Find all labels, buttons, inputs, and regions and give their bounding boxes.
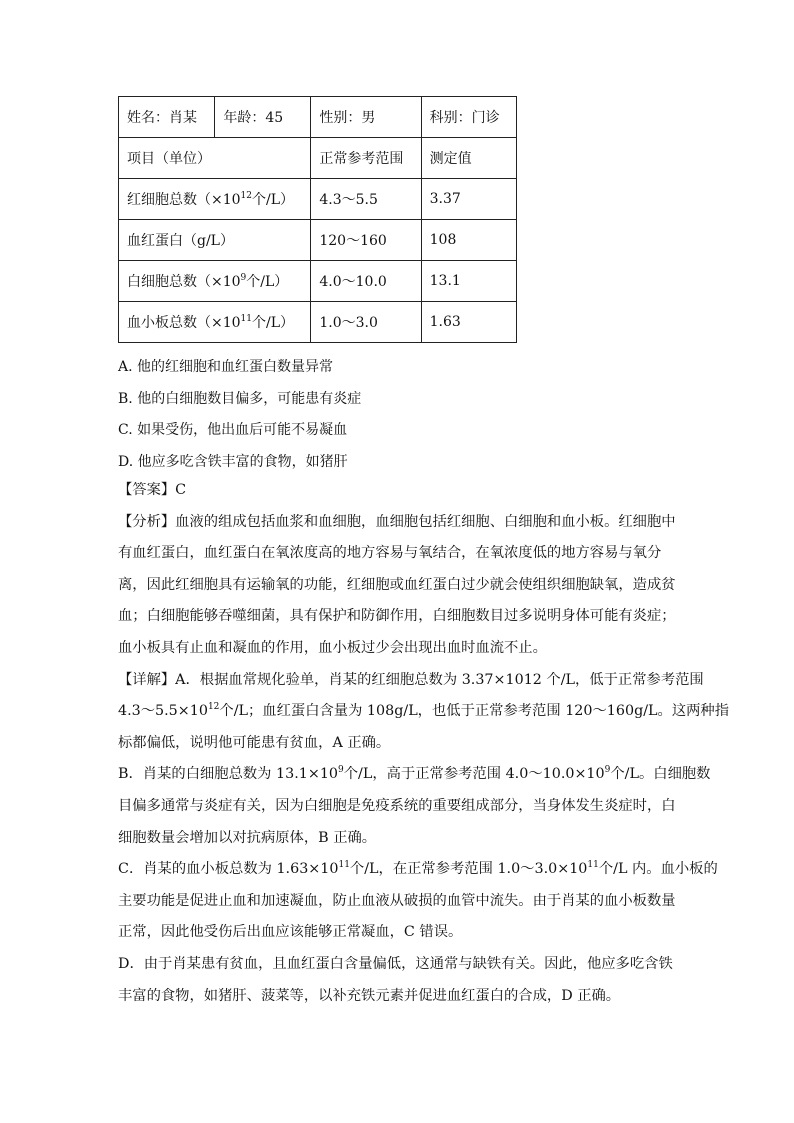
answer-options — [118, 357, 678, 483]
row-label — [119, 302, 311, 343]
exponent: 9 — [240, 273, 247, 283]
row-value: 3.37 — [421, 179, 516, 220]
text-span: B．肖某的白细胞总数为 13.1×10 — [118, 766, 339, 783]
header-item: 项目（单位） — [119, 138, 311, 179]
row-label — [119, 179, 311, 220]
patient-dept-cell: 科别：门诊 — [421, 97, 516, 138]
table-row — [119, 302, 517, 343]
detail-c-line — [118, 859, 718, 891]
label-text: 血红蛋白（g/L） — [127, 233, 234, 249]
label-text: 血小板总数（×10 — [127, 315, 241, 331]
analysis-line: 血小板具有止血和凝血的作用，血小板过少会出现出血时血流不止。 — [118, 639, 547, 656]
exponent: 12 — [207, 702, 220, 713]
patient-sex-cell: 性别：男 — [311, 97, 421, 138]
header-range: 正常参考范围 — [311, 138, 421, 179]
patient-age-cell: 年龄：45 — [215, 97, 311, 138]
option-a: A. 他的红细胞和血红蛋白数量异常 — [118, 359, 334, 375]
detail-d-line: 丰富的食物，如猪肝、菠菜等，以补充铁元素并促进血红蛋白的合成，D 正确。 — [118, 987, 621, 1004]
text-span: 个/L，在正常参考范围 1.0～3.0×10 — [349, 861, 588, 878]
table-header-row — [119, 138, 517, 179]
analysis-line: 离，因此红细胞具有运输氧的功能，红细胞或血红蛋白过少就会使组织细胞缺氧，造成贫 — [118, 576, 676, 593]
table-row — [119, 97, 517, 138]
detail-d-line: D．由于肖某患有贫血，且血红蛋白含量偏低，这通常与缺铁有关。因此，他应多吃含铁 — [118, 955, 673, 972]
text-span: C．肖某的血小板总数为 1.63×10 — [118, 861, 339, 878]
row-value: 1.63 — [421, 302, 516, 343]
label-text: 白细胞总数（×10 — [127, 274, 241, 290]
analysis-line: 有血红蛋白，血红蛋白在氧浓度高的地方容易与氧结合，在氧浓度低的地方容易与氧分 — [118, 545, 662, 562]
row-range: 4.3～5.5 — [311, 179, 421, 220]
option-b: B. 他的白细胞数目偏多，可能患有炎症 — [118, 390, 362, 407]
label-unit: 个/L） — [252, 192, 295, 208]
text-span: 个/L 内。血小板的 — [598, 861, 718, 878]
exponent: 9 — [338, 765, 344, 776]
row-label — [119, 261, 311, 302]
table-row — [119, 220, 517, 261]
text-span: 个/L，高于正常参考范围 4.0～10.0×10 — [343, 766, 605, 783]
detail-b-line: 目偏多通常与炎症有关，因为白细胞是免疫系统的重要组成部分，当身体发生炎症时，白 — [118, 797, 676, 814]
detail-a-line: 标都偏低，说明他可能患有贫血，A 正确。 — [118, 734, 391, 751]
answer-line: 【答案】C — [118, 482, 187, 498]
table-row — [119, 179, 517, 220]
table-row — [119, 261, 517, 302]
row-range: 120～160 — [311, 220, 421, 261]
label-text: 红细胞总数（×10 — [127, 192, 241, 208]
exponent: 11 — [338, 860, 350, 871]
patient-name-cell: 姓名：肖某 — [119, 97, 215, 138]
text-span: 个/L；血红蛋白含量为 108g/L，也低于正常参考范围 120～160g/L。这两种指 — [219, 703, 730, 720]
text-span: 个/L。白细胞数 — [610, 766, 711, 783]
detail-b-line — [118, 764, 711, 796]
detail-b-line: 细胞数量会增加以对抗病原体，B 正确。 — [118, 829, 377, 846]
label-unit: 个/L） — [246, 274, 289, 290]
row-range: 1.0～3.0 — [311, 302, 421, 343]
header-value: 测定值 — [421, 138, 516, 179]
detail-a-line: 【详解】A．根据血常规化验单，肖某的红细胞总数为 3.37×1012 个/L，低于正常参考范围 — [118, 671, 704, 688]
row-range: 4.0～10.0 — [311, 261, 421, 302]
exponent: 12 — [240, 191, 252, 201]
analysis-line: 【分析】血液的组成包括血浆和血细胞，血细胞包括红细胞、白细胞和血小板。红细胞中 — [118, 513, 676, 530]
row-value: 108 — [421, 220, 516, 261]
analysis-line: 血；白细胞能够吞噬细菌，具有保护和防御作用，白细胞数目过多说明身体可能有炎症； — [118, 608, 676, 625]
option-d: D. 他应多吃含铁丰富的食物，如猪肝 — [118, 453, 348, 470]
row-label — [119, 220, 311, 261]
detail-c-line: 主要功能是促进止血和加速凝血，防止血液从破损的血管中流失。由于肖某的血小板数量 — [118, 892, 676, 909]
blood-test-table — [118, 96, 517, 343]
detail-a-line — [118, 701, 730, 733]
text-span: 4.3～5.5×10 — [118, 703, 208, 720]
label-unit: 个/L） — [252, 315, 295, 331]
detail-c-line: 正常，因此他受伤后出血应该能够正常凝血，C 错误。 — [118, 924, 463, 941]
exponent: 11 — [587, 860, 599, 871]
exponent: 11 — [240, 314, 252, 324]
exponent: 9 — [604, 765, 611, 776]
option-c: C. 如果受伤，他出血后可能不易凝血 — [118, 422, 348, 438]
solution-text — [118, 480, 730, 1017]
row-value: 13.1 — [421, 261, 516, 302]
